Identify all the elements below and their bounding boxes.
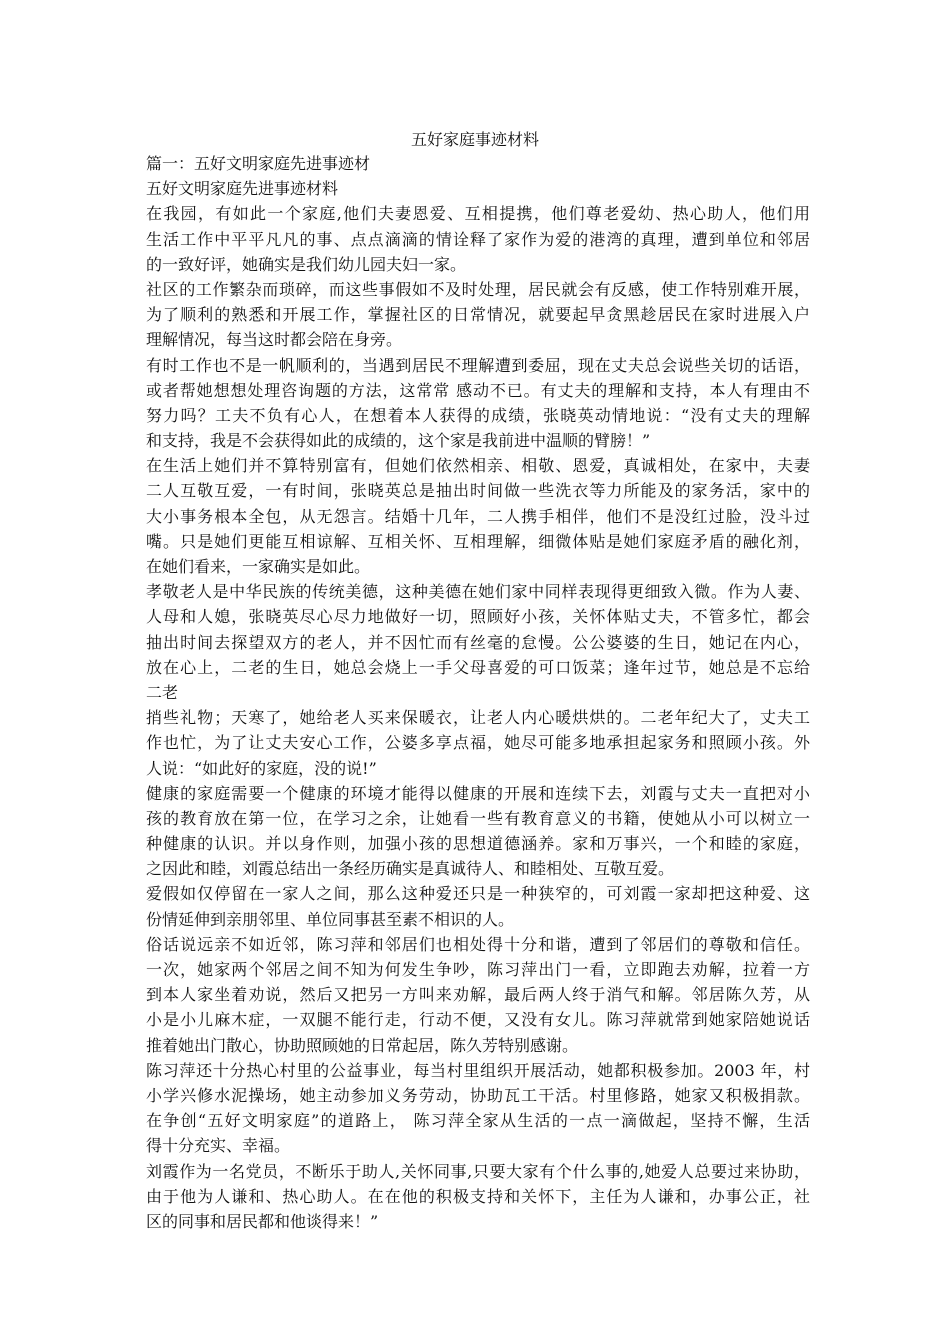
text-line: 在她们看来，一家确实是如此。 [146, 557, 371, 576]
text-line: 陈习萍还十分热心村里的公益事业，每当村里组织开展活动，她都积极参加。2003 年，村 [146, 1060, 810, 1080]
text-line: 份情延伸到亲朋邻里、单位同事甚至素不相识的人。 [146, 909, 515, 929]
text-line: 嘴。只是她们更能互相谅解、互相关怀、互相理解，细微体贴是她们家庭矛盾的融化剂， [146, 531, 810, 551]
text-line: 二人互敬互爱，一有时间，张晓英总是抽出时间做一些洗衣等力所能及的家务活，家中的 [146, 481, 810, 501]
text-line: 在我园，有如此一个家庭,他们夫妻恩爱、互相提携，他们尊老爱幼、热心助人，他们用 [146, 204, 810, 224]
text-line: 或者帮她想想处理咨询题的方法，这常常 感动不已。有丈夫的理解和支持，本人有理由不 [146, 380, 810, 400]
text-line: 到本人家坐着劝说，然后又把另一方叫来劝解，最后两人终于消气和解。邻居陈久芳，从 [146, 985, 810, 1005]
text-line: 之因此和睦，刘霞总结出一条经历确实是真诚待人、和睦相处、互敬互爱。 [146, 859, 675, 879]
text-line: 有时工作也不是一帆顺利的，当遇到居民不理解遭到委屈，现在丈夫总会说些关切的话语， [146, 355, 810, 375]
text-line: 作也忙，为了让丈夫安心工作，公婆多享点福，她尽可能多地承担起家务和照顾小孩。外 [146, 733, 810, 753]
text-line: 爱假如仅停留在一家人之间，那么这种爱还只是一种狭窄的，可刘霞一家却把这种爱、这 [146, 884, 810, 904]
text-line: 得十分充实、幸福。 [146, 1136, 291, 1156]
text-line: 人说：“如此好的家庭，没的说!” [146, 758, 377, 778]
text-line: 社区的工作繁杂而琐碎，而这些事假如不及时处理，居民就会有反感，使工作特别难开展， [146, 279, 810, 299]
text-line: 小学兴修水泥操场，她主动参加义务劳动，协助瓦工干活。村里修路，她家又积极捐款。 [146, 1085, 810, 1105]
text-line: 努力吗？工夫不负有心人，在想着本人获得的成绩，张晓英动情地说：“没有丈夫的理解 [146, 405, 810, 425]
text-line: 孝敬老人是中华民族的传统美德，这种美德在她们家中同样表现得更细致入微。作为人妻、 [146, 582, 810, 602]
text-line: 区的同事和居民都和他谈得来！” [146, 1211, 379, 1231]
text-line: 二老 [146, 682, 179, 702]
document-title: 五好家庭事迹材料 [410, 130, 539, 149]
text-line: 健康的家庭需要一个健康的环境才能得以健康的开展和连续下去，刘霞与丈夫一直把对小 [146, 783, 810, 803]
text-line: 在生活上她们并不算特别富有，但她们依然相亲、相敬、恩爱，真诚相处，在家中，夫妻 [146, 456, 810, 476]
text-line: 在争创“五好文明家庭”的道路上， 陈习萍全家从生活的一点一滴做起，坚持不懈，生活 [146, 1111, 810, 1131]
text-line: 人母和人媳，张晓英尽心尽力地做好一切，照顾好小孩，关怀体贴丈夫，不管多忙，都会 [146, 607, 810, 627]
text-line: 小是小儿麻木症，一双腿不能行走，行动不便，又没有女儿。陈习萍就常到她家陪她说话 [146, 1010, 810, 1030]
text-line: 生活工作中平平凡凡的事、点点滴滴的情诠释了家作为爱的港湾的真理，遭到单位和邻居 [146, 229, 810, 249]
text-line: 一次，她家两个邻居之间不知为何发生争吵，陈习萍出门一看，立即跑去劝解，拉着一方 [146, 960, 810, 979]
text-line: 刘霞作为一名党员，不断乐于助人,关怀同事,只要大家有个什么事的,她爱人总要过来协助， [146, 1161, 810, 1181]
text-line: 和支持，我是不会获得如此的成绩的，这个家是我前进中温顺的臂膀！” [146, 431, 651, 451]
text-line: 为了顺利的熟悉和开展工作，掌握社区的日常情况，就要起早贪黑趁居民在家时进展入户 [146, 305, 810, 325]
text-line: 由于他为人谦和、热心助人。在在他的积极支持和关怀下，主任为人谦和，办事公正，社 [146, 1186, 810, 1206]
text-line: 放在心上，二老的生日，她总会烧上一手父母喜爱的可口饭菜；逢年过节，她总是不忘给 [146, 657, 810, 677]
text-line: 抽出时间去探望双方的老人，并不因忙而有丝毫的怠慢。公公婆婆的生日，她记在内心， [146, 632, 810, 652]
text-line: 的一致好评，她确实是我们幼儿园夫妇一家。 [146, 254, 467, 274]
text-line: 理解情况，每当这时都会陪在身旁。 [146, 330, 403, 350]
text-line: 捎些礼物；天寒了，她给老人买来保暖衣，让老人内心暖烘烘的。二老年纪大了，丈夫工 [146, 708, 810, 728]
text-line: 俗话说远亲不如近邻，陈习萍和邻居们也相处得十分和谐，遭到了邻居们的尊敬和信任。 [146, 934, 810, 954]
text-line: 孩的教育放在第一位，在学习之余，让她看一些有教育意义的书籍，使她从小可以树立一 [146, 808, 810, 828]
text-line: 大小事务根本全包，从无怨言。结婚十几年，二人携手相伴，他们不是没红过脸，没斗过 [146, 506, 810, 526]
text-line: 篇一：五好文明家庭先进事迹材 [146, 154, 371, 173]
text-line: 五好文明家庭先进事迹材料 [146, 179, 339, 199]
document-body [146, 151, 810, 1234]
text-line: 推着她出门散心，协助照顾她的日常起居，陈久芳特别感谢。 [146, 1035, 579, 1055]
text-line: 种健康的认识。并以身作则，加强小孩的思想道德涵养。家和万事兴，一个和睦的家庭， [146, 834, 810, 854]
